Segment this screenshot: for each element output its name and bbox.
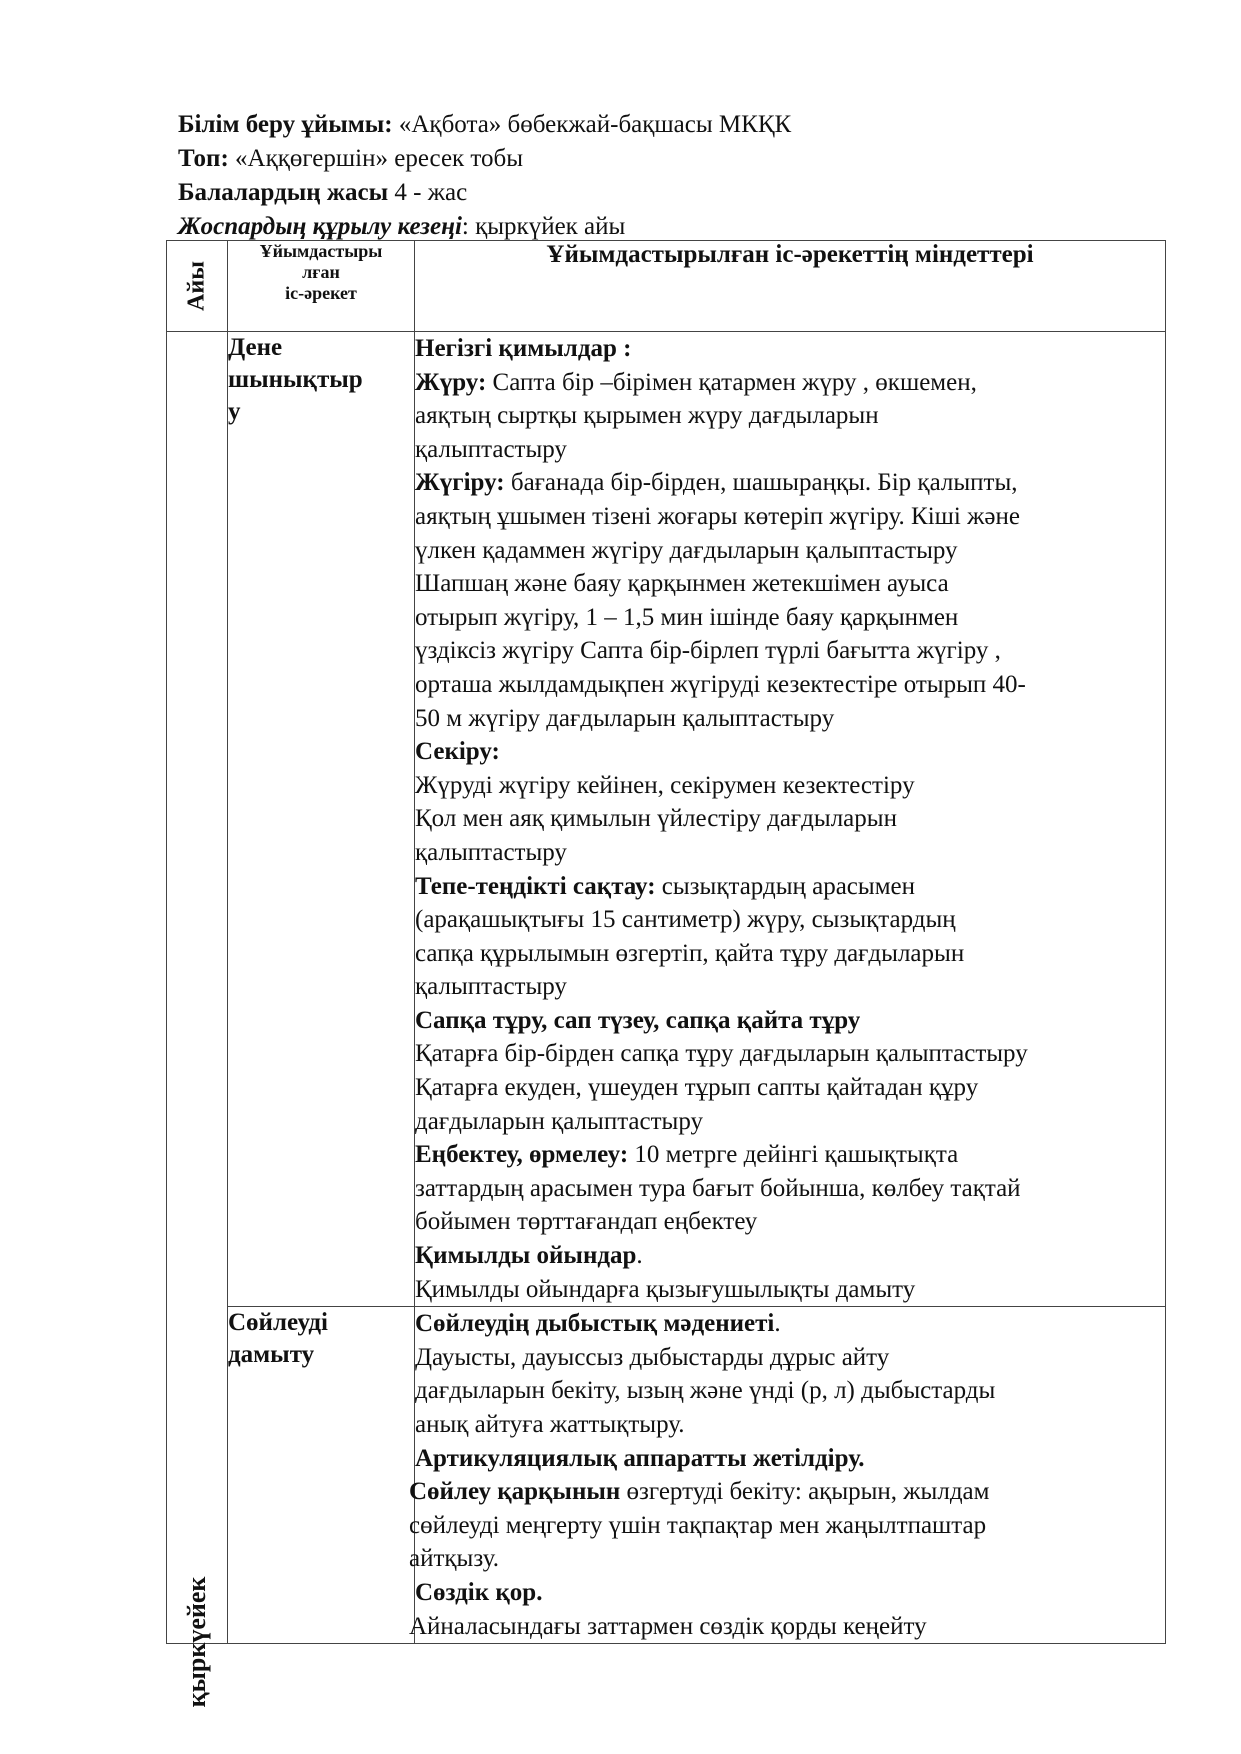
tasks-column-header: Ұйымдастырылған іс-әрекеттің міндеттері: [415, 241, 1166, 332]
month-label: қыркүейек: [182, 1576, 211, 1708]
task-line-text: Қол мен аяқ қимылын үйлестіру дағдыларын: [415, 805, 897, 833]
task-line-heading: Сөйлеу қарқынын: [409, 1478, 621, 1506]
activity-header-line: лған: [302, 262, 340, 282]
period-label: Жоспардың құрылу кезеңі: [178, 213, 462, 240]
task-line: [409, 1475, 1165, 1509]
task-line: [415, 735, 1165, 769]
task-line-heading: Сөйлеудің дыбыстық мәдениеті: [415, 1310, 775, 1338]
task-line: [415, 634, 1165, 668]
task-line-text: Сапта бір –бірімен қатармен жүру , өкшемен,: [486, 368, 977, 396]
task-line: [415, 1408, 1165, 1442]
month-header-label: Айы: [183, 261, 210, 311]
group-value: «Аққөгершін» ересек тобы: [228, 145, 524, 172]
task-line-text: сөйлеуді меңгерту үшін тақпақтар мен жаңылтпаштар: [409, 1511, 987, 1539]
task-line: [415, 836, 1165, 870]
task-line-heading: Секіру:: [415, 738, 500, 766]
activity-header-line: Ұйымдастыры: [259, 241, 383, 261]
month-column-header: [167, 241, 228, 332]
task-line: [415, 399, 1165, 433]
task-line-text: аяқтың сыртқы қырымен жүру дағдыларын: [415, 402, 879, 430]
task-line: [415, 601, 1165, 635]
task-line-heading: Жүру:: [415, 368, 487, 396]
activity-line: Сөйлеуді: [228, 1309, 328, 1337]
table-header-row: [167, 241, 1166, 332]
table-row-physical: [167, 332, 1166, 1307]
task-line-text: (арақашықтығы 15 сантиметр) жүру, сызықтардың: [415, 906, 956, 934]
task-line: [415, 1307, 1165, 1341]
task-line-text: Қатарға екуден, үшеуден тұрып сапты қайтадан құру: [415, 1074, 979, 1102]
task-line-heading: Сапқа тұру, сап түзеу, сапқа қайта тұру: [415, 1006, 861, 1034]
activity-header-line: іс-әрекет: [285, 283, 357, 303]
task-line: [415, 1341, 1165, 1375]
task-line-heading: Қимылды ойындар: [415, 1242, 637, 1270]
task-line-text: өзгертуді бекіту: ақырын, жылдам: [620, 1478, 990, 1506]
age-line: [178, 176, 1178, 210]
task-line-heading: Сөздік қор.: [415, 1578, 543, 1606]
period-value: : қыркүйек айы: [461, 213, 626, 240]
task-line-heading: Еңбектеу, өрмелеу:: [415, 1141, 629, 1169]
task-line-text: үздіксіз жүгіру Сапта бір-бірлеп түрлі бағытта жүгіру ,: [415, 637, 1001, 665]
task-line: [415, 366, 1165, 400]
activity-cell: [228, 332, 415, 1307]
task-line-text: заттардың арасымен тура бағыт бойынша, көлбеу тақтай: [415, 1174, 1021, 1202]
task-line: [415, 433, 1165, 467]
task-line: [415, 870, 1165, 904]
task-line: [409, 1610, 1165, 1644]
task-line-text: орташа жылдамдықпен жүгіруді кезектестіре отырып 40-: [415, 670, 1026, 698]
task-line-text: дағдыларын бекіту, ызың және үнді (р, л) дыбыстарды: [415, 1377, 996, 1405]
task-line-text: Дауысты, дауыссыз дыбыстарды дұрыс айту: [415, 1343, 890, 1371]
task-line-text: 50 м жүгіру дағдыларын қалыптастыру: [415, 704, 835, 732]
task-line: [415, 332, 1165, 366]
task-line: [415, 1105, 1165, 1139]
task-line: [415, 702, 1165, 736]
task-line-text: отырып жүгіру, 1 – 1,5 мин ішінде баяу қарқынмен: [415, 603, 959, 631]
task-line: [415, 937, 1165, 971]
activity-column-header: [228, 241, 415, 332]
activity-line: шынықтыр: [228, 366, 363, 393]
tasks-cell: [415, 332, 1166, 1307]
task-line: [415, 1004, 1165, 1038]
task-line: [415, 1205, 1165, 1239]
task-line-text: қалыптастыру: [415, 973, 567, 1001]
task-line: [415, 1172, 1165, 1206]
month-cell: [167, 332, 228, 1708]
task-line: [415, 466, 1165, 500]
org-value: «Ақбота» бөбекжай-бақшасы МКҚК: [392, 111, 792, 138]
task-line: [415, 1138, 1165, 1172]
task-line-text: Айналасындағы заттармен сөздік қорды кеңейту: [409, 1612, 927, 1640]
task-line: [415, 769, 1165, 803]
task-line-heading: Тепе-теңдікті сақтау:: [415, 872, 656, 900]
activity-line: Дене: [228, 334, 283, 361]
table-row-speech: [167, 1307, 1166, 1644]
task-line-text: Қимылды ойындарға қызығушылықты дамыту: [415, 1275, 916, 1303]
plan-table: [166, 240, 1166, 1708]
age-label: Балалардың жасы: [178, 179, 389, 206]
task-line: [415, 1239, 1165, 1273]
task-line-text: Шапшаң және баяу қарқынмен жетекшімен ауыса: [415, 570, 949, 598]
period-line: [178, 210, 1178, 244]
task-line-text: аяқтың ұшымен тізені жоғары көтеріп жүгіру. Кіші және: [415, 502, 1020, 530]
org-line: [178, 108, 1178, 142]
tasks-cell: [409, 1307, 1166, 1644]
task-line: [415, 1442, 1165, 1476]
group-label: Топ:: [178, 145, 229, 172]
task-line-heading: Жүгіру:: [415, 469, 505, 497]
task-line-heading: Артикуляциялық аппаратты жетілдіру.: [415, 1444, 865, 1472]
task-line-text: 10 метрге дейінгі қашықтықта: [628, 1141, 959, 1169]
task-line-text: сапқа құрылымын өзгертіп, қайта тұру дағдыларын: [415, 939, 965, 967]
task-line: [415, 534, 1165, 568]
task-line: [415, 668, 1165, 702]
task-line: [415, 1273, 1165, 1307]
task-line-text: үлкен қадаммен жүгіру дағдыларын қалыптастыру: [415, 536, 958, 564]
task-line-text: қалыптастыру: [415, 435, 567, 463]
org-label: Білім беру ұйымы:: [178, 111, 393, 138]
document-header: [178, 108, 1178, 244]
task-line-text: бойымен төрттағандап еңбектеу: [415, 1208, 758, 1236]
task-line: [415, 1374, 1165, 1408]
task-line-text: айтқызу.: [409, 1545, 499, 1573]
task-line: [415, 567, 1165, 601]
group-line: [178, 142, 1178, 176]
task-line-text: Қатарға бір-бірден сапқа тұру дағдыларын қалыптастыру: [415, 1040, 1028, 1068]
task-line-text: .: [636, 1242, 643, 1270]
task-line: [415, 500, 1165, 534]
task-line-text: қалыптастыру: [415, 838, 567, 866]
task-line-text: анық айтуға жаттықтыру.: [415, 1411, 685, 1438]
task-line: [409, 1509, 1165, 1543]
age-value: 4 - жас: [388, 179, 468, 206]
task-line: [415, 802, 1165, 836]
task-line: [415, 1071, 1165, 1105]
task-line: [415, 1037, 1165, 1071]
task-line: [415, 970, 1165, 1004]
activity-cell: [228, 1307, 415, 1644]
task-line: [409, 1542, 1165, 1576]
task-line-text: Жүруді жүгіру кейінен, секірумен кезектестіру: [415, 771, 915, 799]
task-line: [415, 903, 1165, 937]
task-line-text: бағанада бір-бірден, шашыраңқы. Бір қалыпты,: [504, 469, 1018, 497]
task-line-text: сызықтардың арасымен: [655, 872, 916, 900]
task-line-text: .: [774, 1310, 781, 1338]
task-line-heading: Негізгі қимылдар :: [415, 335, 632, 362]
task-line: [415, 1576, 1165, 1610]
activity-line: у: [228, 398, 241, 425]
activity-line: дамыту: [228, 1341, 315, 1369]
task-line-text: дағдыларын қалыптастыру: [415, 1107, 704, 1135]
